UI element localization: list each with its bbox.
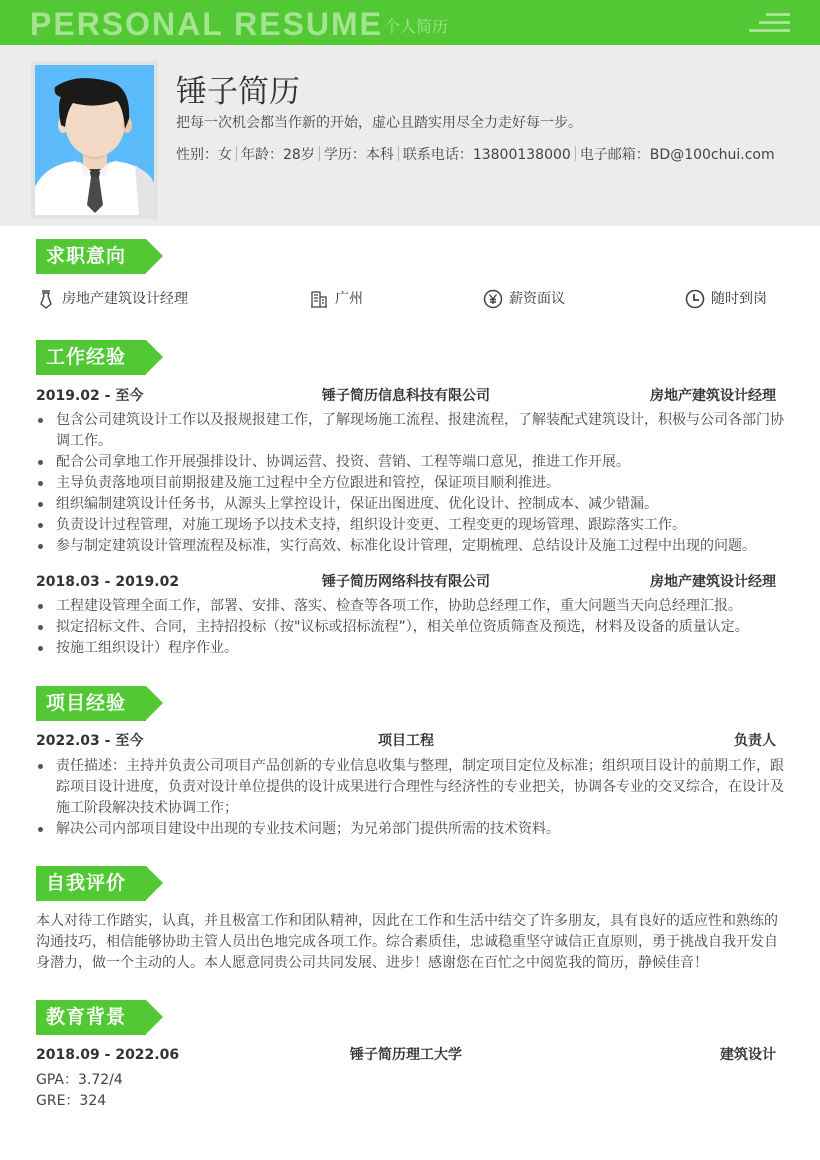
entry-role: 房地产建筑设计经理 bbox=[650, 574, 776, 590]
list-item: 按施工组织设计）程序作业。 bbox=[36, 638, 788, 659]
entry-date: 2022.03 - 至今 bbox=[36, 733, 144, 749]
entry-major: 建筑设计 bbox=[720, 1047, 776, 1063]
self-evaluation-text: 本人对待工作踏实，认真，并且极富工作和团队精神，因此在工作和生活中结交了许多朋友，具有良好的适应性和熟练的沟通技巧，相信能够协助主管人员出色地完成各项工作。综合素质佳，忠诚稳重坚守诚信正直原则，勇于挑战自我开发自身潜力，做一个主动的人。本人愿意同贵公司共同发展、进步！感谢您在百忙之中阅览我的简历，静候佳音！ bbox=[36, 913, 778, 971]
list-item: 配合公司拿地工作开展强排设计、协调运营、投资、营销、工程等端口意见，推进工作开展。 bbox=[36, 452, 788, 473]
project-entry-bullets bbox=[36, 756, 788, 840]
list-item: 解决公司内部项目建设中出现的专业技术问题；为兄弟部门提供所需的技术资料。 bbox=[36, 819, 788, 840]
candidate-name: 锤子简历 bbox=[176, 74, 300, 110]
entry-date: 2018.03 - 2019.02 bbox=[36, 574, 180, 590]
title-chinese: 个人简历 bbox=[384, 17, 449, 36]
entry-date: 2019.02 - 至今 bbox=[36, 388, 144, 404]
divider bbox=[236, 146, 237, 161]
motto: 把每一次机会都当作新的开始，虚心且踏实用尽全力走好每一步。 bbox=[176, 115, 582, 131]
tie-icon bbox=[36, 289, 56, 309]
education-gre: GRE：324 bbox=[36, 1093, 107, 1109]
title-english: PERSONAL RESUME bbox=[30, 6, 384, 42]
info-phone: 联系电话：13800138000 bbox=[402, 147, 571, 163]
project-entry-header bbox=[36, 731, 776, 751]
list-item: 参与制定建筑设计管理流程及标准，实行高效、标准化设计管理，定期梳理、总结设计及施工过程中出现的问题。 bbox=[36, 536, 788, 557]
yen-icon bbox=[483, 289, 503, 309]
section-heading-self-evaluation: 自我评价 bbox=[36, 866, 163, 901]
list-item: 主导负责落地项目前期报建及施工过程中全方位跟进和管控，保证项目顺利推进。 bbox=[36, 473, 788, 494]
info-education: 学历：本科 bbox=[323, 147, 394, 163]
avatar-person-icon bbox=[35, 65, 154, 215]
entry-school: 锤子简历理工大学 bbox=[350, 1047, 462, 1063]
info-email: 电子邮箱：BD@100chui.com bbox=[579, 147, 775, 163]
divider bbox=[319, 146, 320, 161]
basic-info bbox=[176, 145, 775, 165]
clock-icon bbox=[685, 289, 705, 309]
work-entry-header bbox=[36, 572, 776, 592]
list-item: 工程建设管理全面工作，部署、安排、落实、检查等各项工作，协助总经理工作，重大问题当天向总经理汇报。 bbox=[36, 596, 788, 617]
profile-header bbox=[0, 45, 820, 226]
list-item: 责任描述：主持并负责公司项目产品创新的专业信息收集与整理，制定项目定位及标准；组织项目设计的前期工作，跟踪项目设计进度，负责对设计单位提供的设计成果进行合理性与经济性的专业把关，协调各专业的交叉综合，在设计及施工阶段解决技术协调工作； bbox=[36, 756, 788, 819]
entry-role: 负责人 bbox=[734, 733, 776, 749]
list-item: 拟定招标文件、合同，主持招投标（按"议标或招标流程”），相关单位资质筛查及预选，材料及设备的质量认定。 bbox=[36, 617, 788, 638]
section-heading-education: 教育背景 bbox=[36, 1000, 163, 1035]
avatar bbox=[35, 65, 154, 215]
info-age: 年龄：28岁 bbox=[241, 147, 315, 163]
list-item: 组织编制建筑设计任务书，从源头上掌控设计，保证出图进度、优化设计、控制成本、减少错漏。 bbox=[36, 494, 788, 515]
work-entry-bullets bbox=[36, 410, 788, 557]
divider bbox=[398, 146, 399, 161]
building-icon bbox=[309, 289, 329, 309]
entry-company: 锤子简历信息科技有限公司 bbox=[322, 388, 490, 404]
entry-project-name: 项目工程 bbox=[378, 733, 434, 749]
entry-company: 锤子简历网络科技有限公司 bbox=[322, 574, 490, 590]
section-heading-work: 工作经验 bbox=[36, 340, 163, 375]
divider bbox=[575, 146, 576, 161]
top-banner bbox=[0, 0, 820, 45]
education-gpa: GPA：3.72/4 bbox=[36, 1072, 123, 1088]
work-entry-bullets bbox=[36, 596, 788, 659]
section-heading-intent: 求职意向 bbox=[36, 239, 163, 274]
list-item: 包含公司建筑设计工作以及报规报建工作，了解现场施工流程、报建流程，了解装配式建筑设计，积极与公司各部门协调工作。 bbox=[36, 410, 788, 452]
menu-lines-icon[interactable] bbox=[748, 13, 790, 35]
list-item: 负责设计过程管理，对施工现场予以技术支持，组织设计变更、工程变更的现场管理、跟踪落实工作。 bbox=[36, 515, 788, 536]
education-entry-header bbox=[36, 1045, 776, 1065]
work-entry-header bbox=[36, 386, 776, 406]
section-heading-project: 项目经验 bbox=[36, 686, 163, 721]
entry-role: 房地产建筑设计经理 bbox=[650, 388, 776, 404]
entry-date: 2018.09 - 2022.06 bbox=[36, 1047, 180, 1063]
avatar-frame bbox=[31, 61, 158, 219]
info-gender: 性别：女 bbox=[176, 147, 232, 163]
